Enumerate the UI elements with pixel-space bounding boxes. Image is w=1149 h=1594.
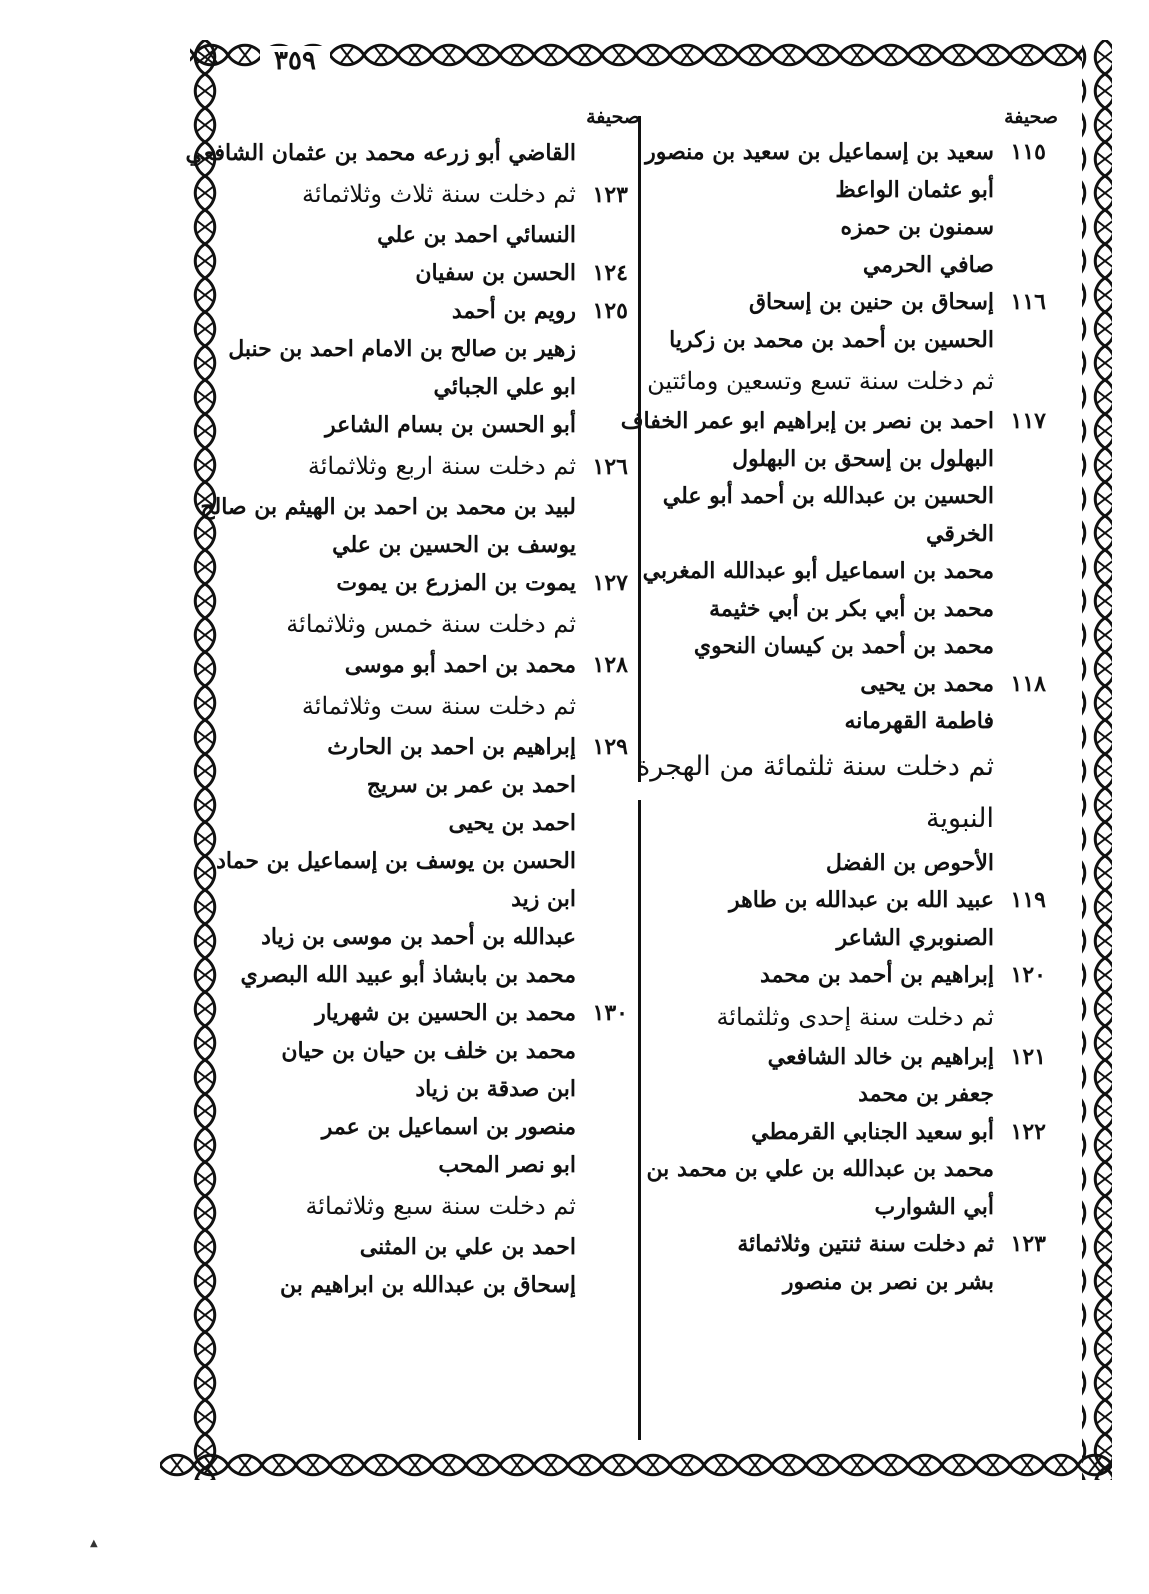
index-entry: [660, 1264, 1050, 1302]
entry-page-number: ١٢٣: [1010, 1231, 1046, 1257]
index-entry: [230, 1266, 632, 1304]
index-entry: [660, 478, 1050, 516]
entry-name: صافي الحرمي: [862, 251, 994, 278]
index-entry: [660, 284, 1050, 322]
entry-name: إبراهيم بن احمد بن الحارث: [327, 734, 576, 760]
index-entry: [200, 488, 632, 526]
entry-page-number: ١١٧: [1010, 408, 1046, 434]
entry-page-number: ١٢٦: [592, 454, 628, 480]
index-entry: [660, 1189, 1050, 1227]
entry-page-number: ١٢٧: [592, 570, 628, 596]
entry-name: ثم دخلت سنة إحدى وثلثمائة: [716, 1002, 994, 1031]
index-entry: [660, 882, 1050, 920]
index-entry: [660, 703, 1050, 741]
entry-page-number: ١١٩: [1010, 887, 1046, 913]
index-entry: [230, 994, 632, 1032]
index-entry: [660, 845, 1050, 883]
entry-name: محمد بن خلف بن حيان بن حيان: [281, 1038, 576, 1064]
index-entry: [230, 526, 632, 564]
index-entry: [660, 516, 1050, 554]
index-entry: [660, 920, 1050, 958]
entry-name: يوسف بن الحسين بن علي: [332, 532, 576, 558]
entry-name: رويم بن أحمد: [451, 298, 576, 324]
index-entry: [230, 1108, 632, 1146]
entry-name: محمد بن عبدالله بن علي بن محمد بن: [646, 1156, 994, 1182]
right-column: [620, 100, 1058, 1301]
entry-page-number: ١٣٠: [592, 1000, 628, 1026]
entry-name: عبدالله بن أحمد بن موسى بن زياد: [261, 924, 576, 950]
index-entry: [660, 1114, 1050, 1152]
entry-name: محمد بن بابشاذ أبو عبيد الله البصري: [240, 962, 576, 988]
index-entry: [230, 804, 632, 842]
entry-name: احمد بن نصر بن إبراهيم ابو عمر الخفاف: [620, 408, 994, 434]
entry-name: إبراهيم بن أحمد بن محمد: [760, 962, 994, 988]
index-entry: [660, 1226, 1050, 1264]
index-entry: [645, 134, 1050, 172]
entry-name: ابن صدقة بن زياد: [415, 1076, 576, 1102]
index-entry: [230, 368, 632, 406]
entry-page-number: ١١٨: [1010, 670, 1046, 697]
page-number: ٣٥٩: [260, 46, 330, 76]
entry-name: يموت بن المزرع بن يموت: [336, 570, 576, 596]
entry-name: ثم دخلت سنة خمس وثلاثمائة: [286, 610, 576, 638]
entry-name: احمد بن علي بن المثنى: [359, 1234, 576, 1260]
entry-name: احمد بن يحيى: [448, 810, 576, 836]
entry-name: أبو الحسن بن بسام الشاعر: [325, 412, 576, 438]
entry-name: الأحوص بن الفضل: [825, 849, 994, 876]
entry-name: عبيد الله بن عبدالله بن طاهر: [728, 887, 994, 913]
entry-name: محمد بن اسماعيل أبو عبدالله المغربي: [642, 558, 994, 584]
entry-name: ثم دخلت سنة ثلثمائة من الهجرة: [636, 750, 994, 782]
entry-name: محمد بن الحسين بن شهريار: [315, 1000, 576, 1026]
index-entry: [185, 134, 632, 172]
entry-name: ثم دخلت سنة سبع وثلاثمائة: [305, 1192, 576, 1220]
entry-name: ابو علي الجبائي: [433, 374, 576, 400]
index-entry: [642, 553, 1050, 591]
index-entry: [230, 684, 632, 728]
index-entry: [660, 591, 1050, 629]
entry-name: احمد بن عمر بن سريج: [366, 772, 576, 798]
entry-name: ثم دخلت سنة اربع وثلاثمائة: [307, 452, 576, 480]
entry-name: الصنوبري الشاعر: [836, 924, 994, 951]
print-mark: ▲: [90, 1538, 98, 1549]
index-entry: [660, 209, 1050, 247]
entry-page-number: ١١٥: [1010, 139, 1046, 165]
index-entry: [230, 880, 632, 918]
entry-name: محمد بن أبي بكر بن أبي خثيمة: [709, 595, 994, 622]
entry-page-number: ١٢٨: [592, 652, 628, 678]
entry-name: البهلول بن إسحق بن البهلول: [732, 445, 994, 472]
index-entry: [660, 666, 1050, 704]
entry-name: لبيد بن محمد بن احمد بن الهيثم بن صالح: [200, 494, 576, 520]
entry-page-number: ١١٦: [1010, 289, 1046, 315]
index-entry: [230, 564, 632, 602]
index-entry: [230, 330, 632, 368]
entry-name: فاطمة القهرمانه: [844, 708, 994, 734]
entry-name: سعيد بن إسماعيل بن سعيد بن منصور: [645, 139, 994, 165]
index-entry: [660, 1076, 1050, 1114]
entry-page-number: ١٢٥: [592, 298, 628, 324]
entry-name: أبو عثمان الواعظ: [835, 176, 994, 203]
entry-name: أبو سعيد الجنابي القرمطي: [751, 1118, 994, 1145]
entry-name: النسائي احمد بن علي: [377, 222, 576, 248]
index-entry: [230, 444, 632, 488]
entry-name: أبي الشوارب: [874, 1193, 994, 1220]
entry-name: ثم دخلت سنة تسع وتسعين ومائتين: [647, 367, 994, 395]
index-entry: [230, 172, 632, 216]
entry-page-number: ١٢١: [1010, 1043, 1046, 1070]
index-entry: [230, 602, 632, 646]
entry-name: إسحاق بن حنين بن إسحاق: [748, 289, 994, 315]
left-column: [185, 100, 640, 1304]
index-entry: [216, 842, 632, 880]
page-frame: [160, 40, 1112, 1480]
entry-name: ابو نصر المحب: [438, 1152, 576, 1178]
index-entry: [636, 741, 1050, 793]
index-entry: [660, 322, 1050, 360]
index-entry: [660, 172, 1050, 210]
index-entry: [660, 793, 1050, 845]
entry-name: إبراهيم بن خالد الشافعي: [767, 1043, 994, 1070]
entry-page-number: ١٢٤: [592, 260, 628, 286]
entry-page-number: ١٢٠: [1010, 962, 1046, 988]
entry-page-number: ١٢٣: [592, 182, 628, 208]
entry-name: ثم دخلت سنة ثنتين وثلاثمائة: [737, 1231, 994, 1257]
entry-name: الخرقي: [925, 520, 994, 547]
index-entry: [230, 918, 632, 956]
index-entry: [660, 1039, 1050, 1077]
left-column-header: صحيفة: [586, 106, 640, 128]
entry-name: الحسن بن سفيان: [415, 260, 576, 286]
index-entry: [230, 1146, 632, 1184]
entry-name: الحسين بن أحمد بن محمد بن زكريا: [669, 326, 994, 353]
index-entry: [660, 995, 1050, 1039]
entry-page-number: ١٢٢: [1010, 1118, 1046, 1145]
entry-name: النبوية: [926, 802, 994, 834]
entry-name: محمد بن أحمد بن كيسان النحوي: [693, 633, 994, 659]
index-entry: [647, 359, 1050, 403]
entry-name: محمد بن احمد أبو موسى: [344, 652, 576, 678]
entry-name: منصور بن اسماعيل بن عمر: [321, 1114, 576, 1140]
index-entry: [230, 766, 632, 804]
index-entry: [230, 1070, 632, 1108]
index-entry: [230, 216, 632, 254]
entry-name: بشر بن نصر بن منصور: [782, 1268, 994, 1295]
index-entry: [660, 247, 1050, 285]
entry-name: ثم دخلت سنة ست وثلاثمائة: [301, 692, 576, 720]
right-column-header: صحيفة: [1004, 106, 1058, 128]
entry-name: سمنون بن حمزه: [840, 214, 994, 240]
entry-name: إسحاق بن عبدالله بن ابراهيم بن: [279, 1272, 576, 1298]
entry-name: الحسين بن عبدالله بن أحمد أبو علي: [662, 483, 994, 509]
index-entry: [230, 406, 632, 444]
index-entry: [660, 957, 1050, 995]
entry-page-number: ١٢٩: [592, 734, 628, 760]
entry-name: الحسن بن يوسف بن إسماعيل بن حماد: [216, 848, 576, 874]
entry-name: زهير بن صالح بن الامام احمد بن حنبل: [228, 336, 576, 362]
index-entry: [230, 956, 632, 994]
entry-name: ثم دخلت سنة ثلاث وثلاثمائة: [301, 180, 576, 208]
index-entry: [230, 728, 632, 766]
index-entry: [230, 1032, 632, 1070]
index-entry: [230, 254, 632, 292]
index-entry: [620, 1151, 1050, 1189]
index-entry: [230, 1228, 632, 1266]
index-entry: [620, 403, 1050, 441]
index-entry: [230, 292, 632, 330]
index-entry: [230, 1184, 632, 1228]
index-entry: [230, 646, 632, 684]
entry-name: جعفر بن محمد: [858, 1081, 994, 1107]
index-entry: [660, 628, 1050, 666]
entry-name: ابن زيد: [511, 886, 576, 912]
entry-name: محمد بن يحيى: [860, 670, 994, 697]
index-entry: [660, 441, 1050, 479]
entry-name: القاضي أبو زرعه محمد بن عثمان الشافعي: [185, 140, 576, 166]
